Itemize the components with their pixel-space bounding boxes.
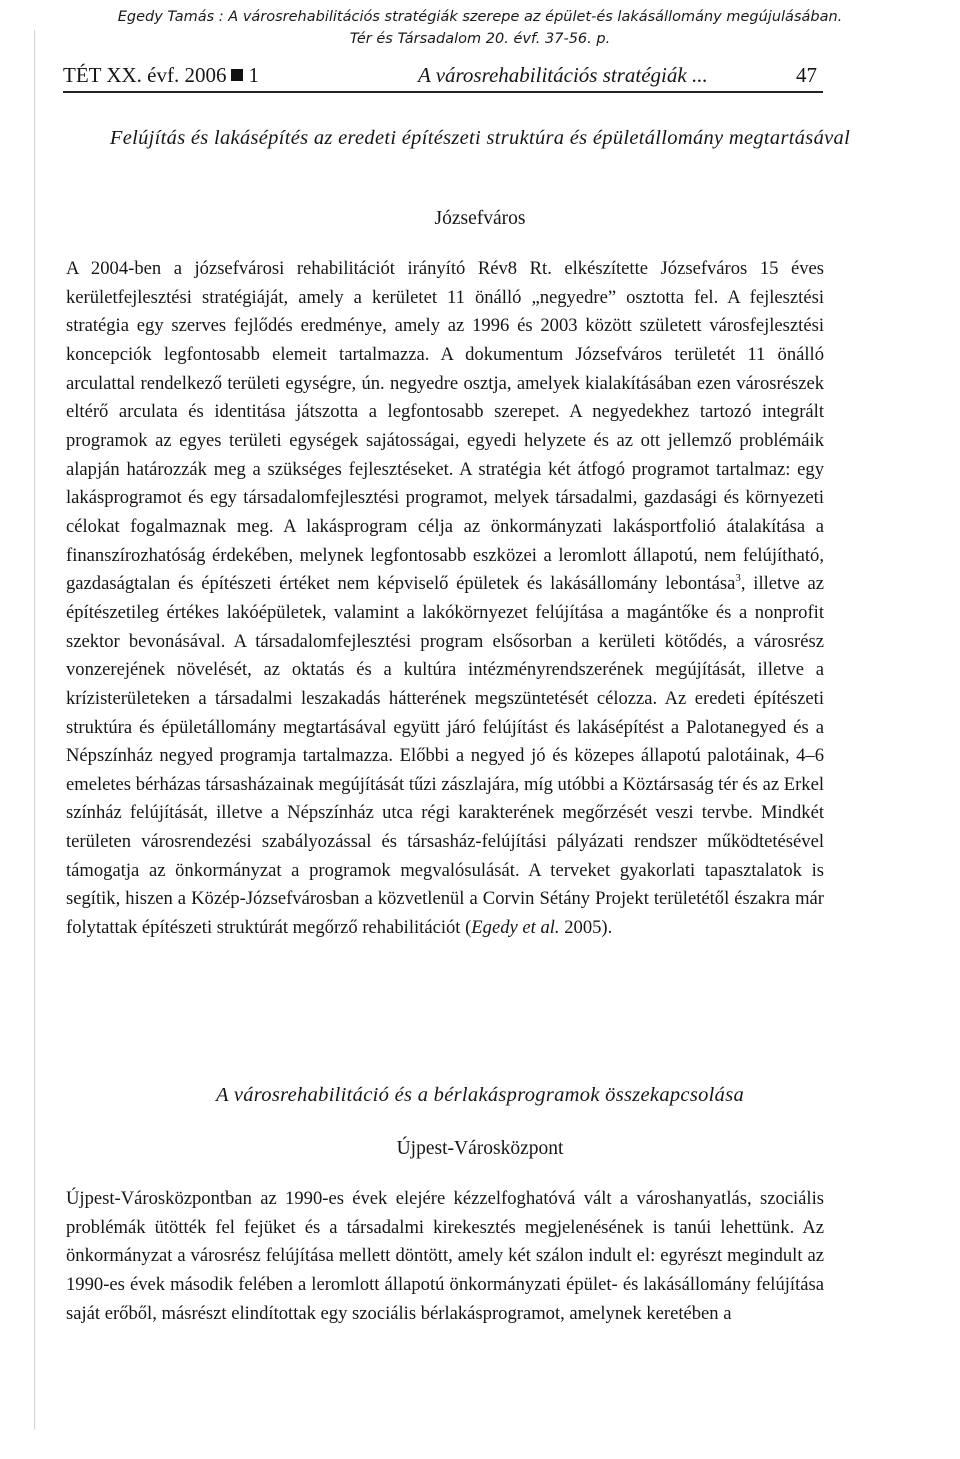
body-paragraph-1 (66, 255, 824, 943)
section-heading-1: Felújítás és lakásépítés az eredeti építészeti struktúra és épületállomány megtartásával (109, 127, 851, 149)
section-subheading-1: Józsefváros (434, 208, 526, 229)
body-paragraph-2: Újpest-Városközpontban az 1990-es évek elejére kézzelfoghatóvá vált a városhanyatlás, szociális problémák ütötték fel fejüket és a társadalmi kirekesztés megjelenésének is tanúi lehettünk. Az önkormányzat a városrész felújítása mellett döntött, amely két szálon indult el: egyrészt megindult az 1990-es évek második felében a leromlott állapotú önkormányzati épület- és lakásállomány felújítása saját erőből, másrészt elindítottak egy szociális bérlakásprogramot, amelynek keretében a (66, 1188, 824, 1324)
footnote-marker: 3 (735, 572, 741, 585)
section-heading-2: A városrehabilitáció és a bérlakásprogramok összekapcsolása (215, 1084, 745, 1106)
paragraph-text: A 2004-ben a józsefvárosi rehabilitációt irányító Rév8 Rt. elkészítette Józsefváros 15 éves kerületfejlesztési stratégiáját, amely a kerületet 11 önálló „negyedre” osztotta fel. A fejlesztési stratégia egy szerves fejlődés eredménye, amely az 1996 és 2003 között született városfejlesztési koncepciók legfontosabb elemeit tartalmazza. A dokumentum Józsefváros területét 11 önálló arculattal rendelkező területi egységre, ún. negyedre osztja, amelyek kialakításában ezen városrészek eltérő arculata és identitása játszotta a legfontosabb szerepet. A negyedekhez tartozó integrált programok az egyes területi egységek sajátosságai, egyedi helyzete és az ott jellemző problémáik alapján határozzák meg a szükséges fejlesztéseket. A stratégia két átfogó programot tartalmaz: egy lakásprogramot és egy társadalomfejlesztési programot, melyek társadalmi, gazdasági és környezeti célokat fogalmaznak meg. A lakásprogram célja az önkormányzati lakásportfolió átalakítása a finanszírozhatóság érdekében, melynek legfontosabb eszközei a leromlott állapotú, nem felújítható, gazdaságtalan és építészeti értéket nem képviselő épületek és lakásállomány lebontása (66, 258, 824, 595)
running-head (63, 63, 823, 93)
issue-number: 1 (248, 63, 259, 87)
section-subheading-2: Újpest-Városközpont (396, 1138, 564, 1159)
citation-line-1: Egedy Tamás : A városrehabilitációs stratégiák szerepe az épület-és lakásállomány megújulásában. (117, 9, 843, 25)
running-title: A városrehabilitációs stratégiák ... (418, 63, 708, 87)
page-number: 47 (796, 63, 817, 87)
reference-author: Egedy et al. (471, 917, 560, 939)
journal-info (63, 63, 259, 88)
scan-margin-line (34, 30, 35, 1430)
reference-year: 2005). (559, 917, 613, 939)
header-rule (63, 91, 823, 93)
journal-name: TÉT XX. évf. 2006 (63, 63, 227, 87)
square-bullet-icon (231, 69, 243, 81)
citation-line-2: Tér és Társadalom 20. évf. 37-56. p. (349, 31, 611, 47)
paragraph-text: , illetve az építészetileg értékes lakóépületek, valamint a lakókörnyezet felújítása a magántőke és a nonprofit szektor bevonásával. A társadalomfejlesztési program elsősorban a kerületi kötődés, a városrész vonzerejének növelését, az oktatás és a kultúra intézményrendszerének megújítását, illetve a krízisterületeken a társadalmi leszakadás hátterének megszüntetését célozza. Az eredeti építészeti struktúra és épületállomány megtartásával együtt járó felújítást és lakásépítést a Palotanegyed és a Népszínház negyed programja tartalmazza. Előbbi a negyed jó és közepes állapotú palotáinak, 4–6 emeletes bérházas társasházainak megújítását tűzi zászlajára, míg utóbbi a Köztársaság tér és az Erkel színház felújítását, illetve a Népszínház utca régi karakterének megőrzését veszi tervbe. Mindkét területen városrendezési szabályozással és társasház-felújítási pályázati rendszer működtetésével támogatja az önkormányzat a programok megvalósulását. A terveket gyakorlati tapasztalatok is segítik, hiszen a Közép-Józsefvárosban a közvetlenül a Corvin Sétány Projekt területétől északra már folytattak építészeti struktúrát megőrző rehabilitációt ( (66, 573, 824, 939)
